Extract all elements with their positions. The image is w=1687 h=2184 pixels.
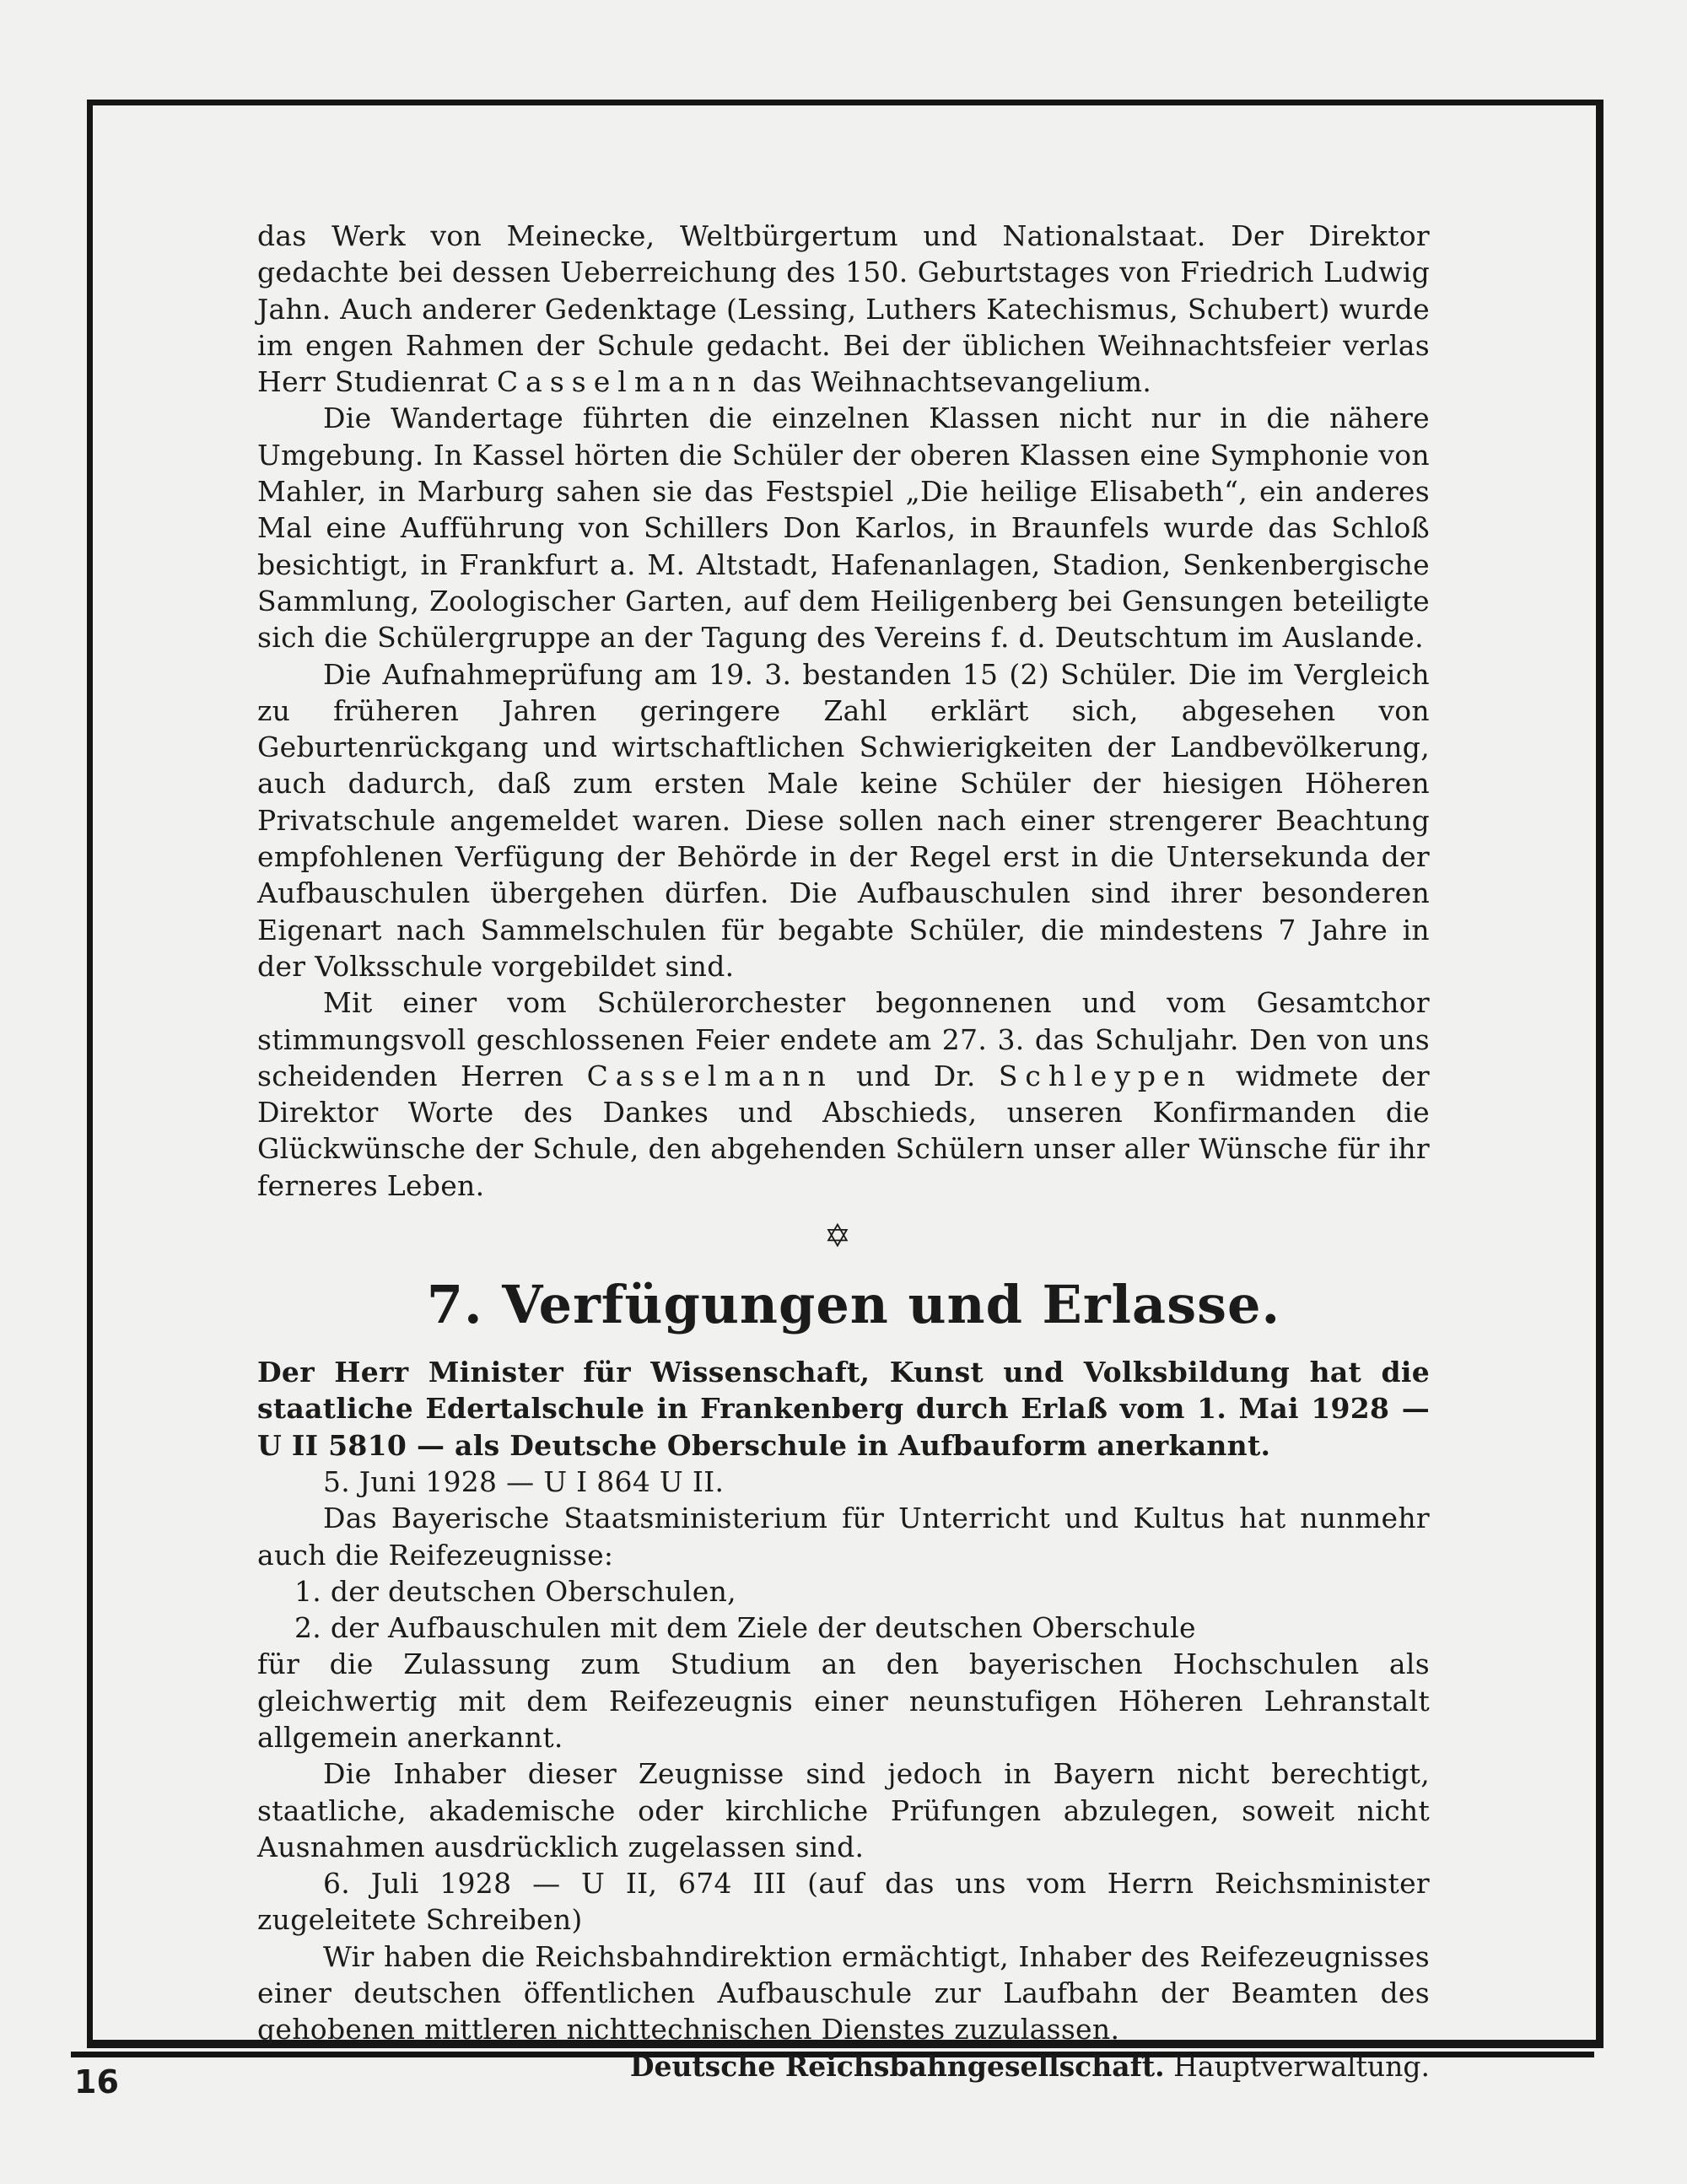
paragraph-text: das Werk von Meinecke, Weltbürgertum und Nationalstaat. Der Direktor gedachte bei dessen Ueberreichung des 150. Geburtstages von Friedrich Ludwig Jahn. Auch anderer Gedenktage (Lessing, Luthers Katechismus, Schubert) wurde im engen Rahmen der Schule gedacht. Bei der üblichen Weihnachtsfeier verlas Herr Studienrat xyxy=(257,219,1430,399)
list-item: 1. der deutschen Oberschulen, xyxy=(294,1574,736,1608)
decree-reference: 5. Juni 1928 — U I 864 U II. xyxy=(323,1464,725,1498)
page-number: 16 xyxy=(74,2063,119,2100)
paragraph-jubilees xyxy=(257,218,1430,400)
page-content xyxy=(257,218,1430,2084)
decree-continuation: für die Zulassung zum Studium an den bayerischen Hochschulen als gleichwertig mit dem Reifezeugnis einer neunstufigen Höheren Lehranstalt allgemein anerkannt. xyxy=(257,1647,1430,1754)
section-heading: 7. Verfügungen und Erlasse. xyxy=(426,1274,1281,1336)
ministry-recognition: Der Herr Minister für Wissenschaft, Kunst und Volksbildung hat die staatliche Edertalschule in Frankenberg durch Erlaß vom 1. Mai 1928 — U II 5810 — als Deutsche Oberschule in Aufbauform anerkannt. xyxy=(257,1356,1430,1462)
paragraph-hiking-days: Die Wandertage führten die einzelnen Klassen nicht nur in die nähere Umgebung. In Kassel hörten die Schüler der oberen Klassen eine Symphonie von Mahler, in Marburg sahen sie das Festspiel „Die heilige Elisabeth“, ein anderes Mal eine Aufführung von Schillers Don Karlos, in Braunfels wurde das Schloß besichtigt, in Frankfurt a. M. Altstadt, Hafenanlagen, Stadion, Senkenbergische Sammlung, Zoologischer Garten, auf dem Heiligenberg bei Gensungen beteiligte sich die Schülergruppe an der Tagung des Vereins f. d. Deutschtum im Auslande. xyxy=(257,402,1430,655)
decree-reference: 6. Juli 1928 — U II, 674 III (auf das uns vom Herrn Reichsminister zugeleitete Schreiben) xyxy=(257,1867,1430,1937)
paragraph-school-year-end xyxy=(257,984,1430,1204)
paragraph-text: das Weihnachtsevangelium. xyxy=(743,365,1152,399)
paragraph-entrance-exam: Die Aufnahmeprüfung am 19. 3. bestanden 15 (2) Schüler. Die im Vergleich zu früheren Jahren geringere Zahl erklärt sich, abgesehen von Geburtenrückgang und wirtschaftlichen Schwierigkeiten der Landbevölkerung, auch dadurch, daß zum ersten Male keine Schüler der hiesigen Höheren Privatschule angemeldet waren. Diese sollen nach einer strengerer Beachtung empfohlenen Verfügung der Behörde in der Regel erst in die Untersekunda der Aufbauschulen übergehen dürfen. Die Aufbauschulen sind ihrer besonderen Eigenart nach Sammelschulen für begabte Schüler, die mindestens 7 Jahre in der Volksschule vorgebildet sind. xyxy=(257,657,1430,983)
paragraph-text: Mit einer vom Schülerorchester begonnenen und vom Gesamtchor stimmungsvoll geschlossenen Feier endete am 27. 3. das Schuljahr. Den von uns scheidenden Herren xyxy=(257,986,1430,1092)
signature-department: Hauptverwaltung. xyxy=(1173,2049,1430,2083)
section-separator xyxy=(257,1204,1430,1271)
signature-line xyxy=(257,2048,1430,2084)
decree-text: Wir haben die Reichsbahndirektion ermächtigt, Inhaber des Reifezeugnisses einer deutschen öffentlichen Aufbauschule zur Laufbahn der Beamten des gehobenen mittleren nichttechnischen Dienstes zuzulassen. xyxy=(257,1939,1430,2046)
person-name: Casselmann xyxy=(496,365,744,399)
person-name: Casselmann xyxy=(586,1059,833,1092)
signature-organization: Deutsche Reichsbahngesellschaft. xyxy=(629,2049,1165,2083)
person-name: Schleypen xyxy=(998,1059,1213,1092)
star-icon: ✡ xyxy=(824,1217,851,1255)
decree-text: Das Bayerische Staatsministerium für Unterricht und Kultus hat nunmehr auch die Reifezeugnisse: xyxy=(257,1502,1430,1572)
paragraph-text: und Dr. xyxy=(833,1059,999,1092)
list-item: 2. der Aufbauschulen mit dem Ziele der deutschen Oberschule xyxy=(294,1611,1196,1645)
decree-note: Die Inhaber dieser Zeugnisse sind jedoch in Bayern nicht berechtigt, staatliche, akademische oder kirchliche Prüfungen abzulegen, soweit nicht Ausnahmen ausdrücklich zugelassen sind. xyxy=(257,1757,1430,1863)
paragraph-text: widmete der Direktor Worte des Dankes und Abschieds, unseren Konfirmanden die Glückwünsche der Schule, den abgehenden Schülern unser aller Wünsche für ihr ferneres Leben. xyxy=(257,1059,1431,1202)
